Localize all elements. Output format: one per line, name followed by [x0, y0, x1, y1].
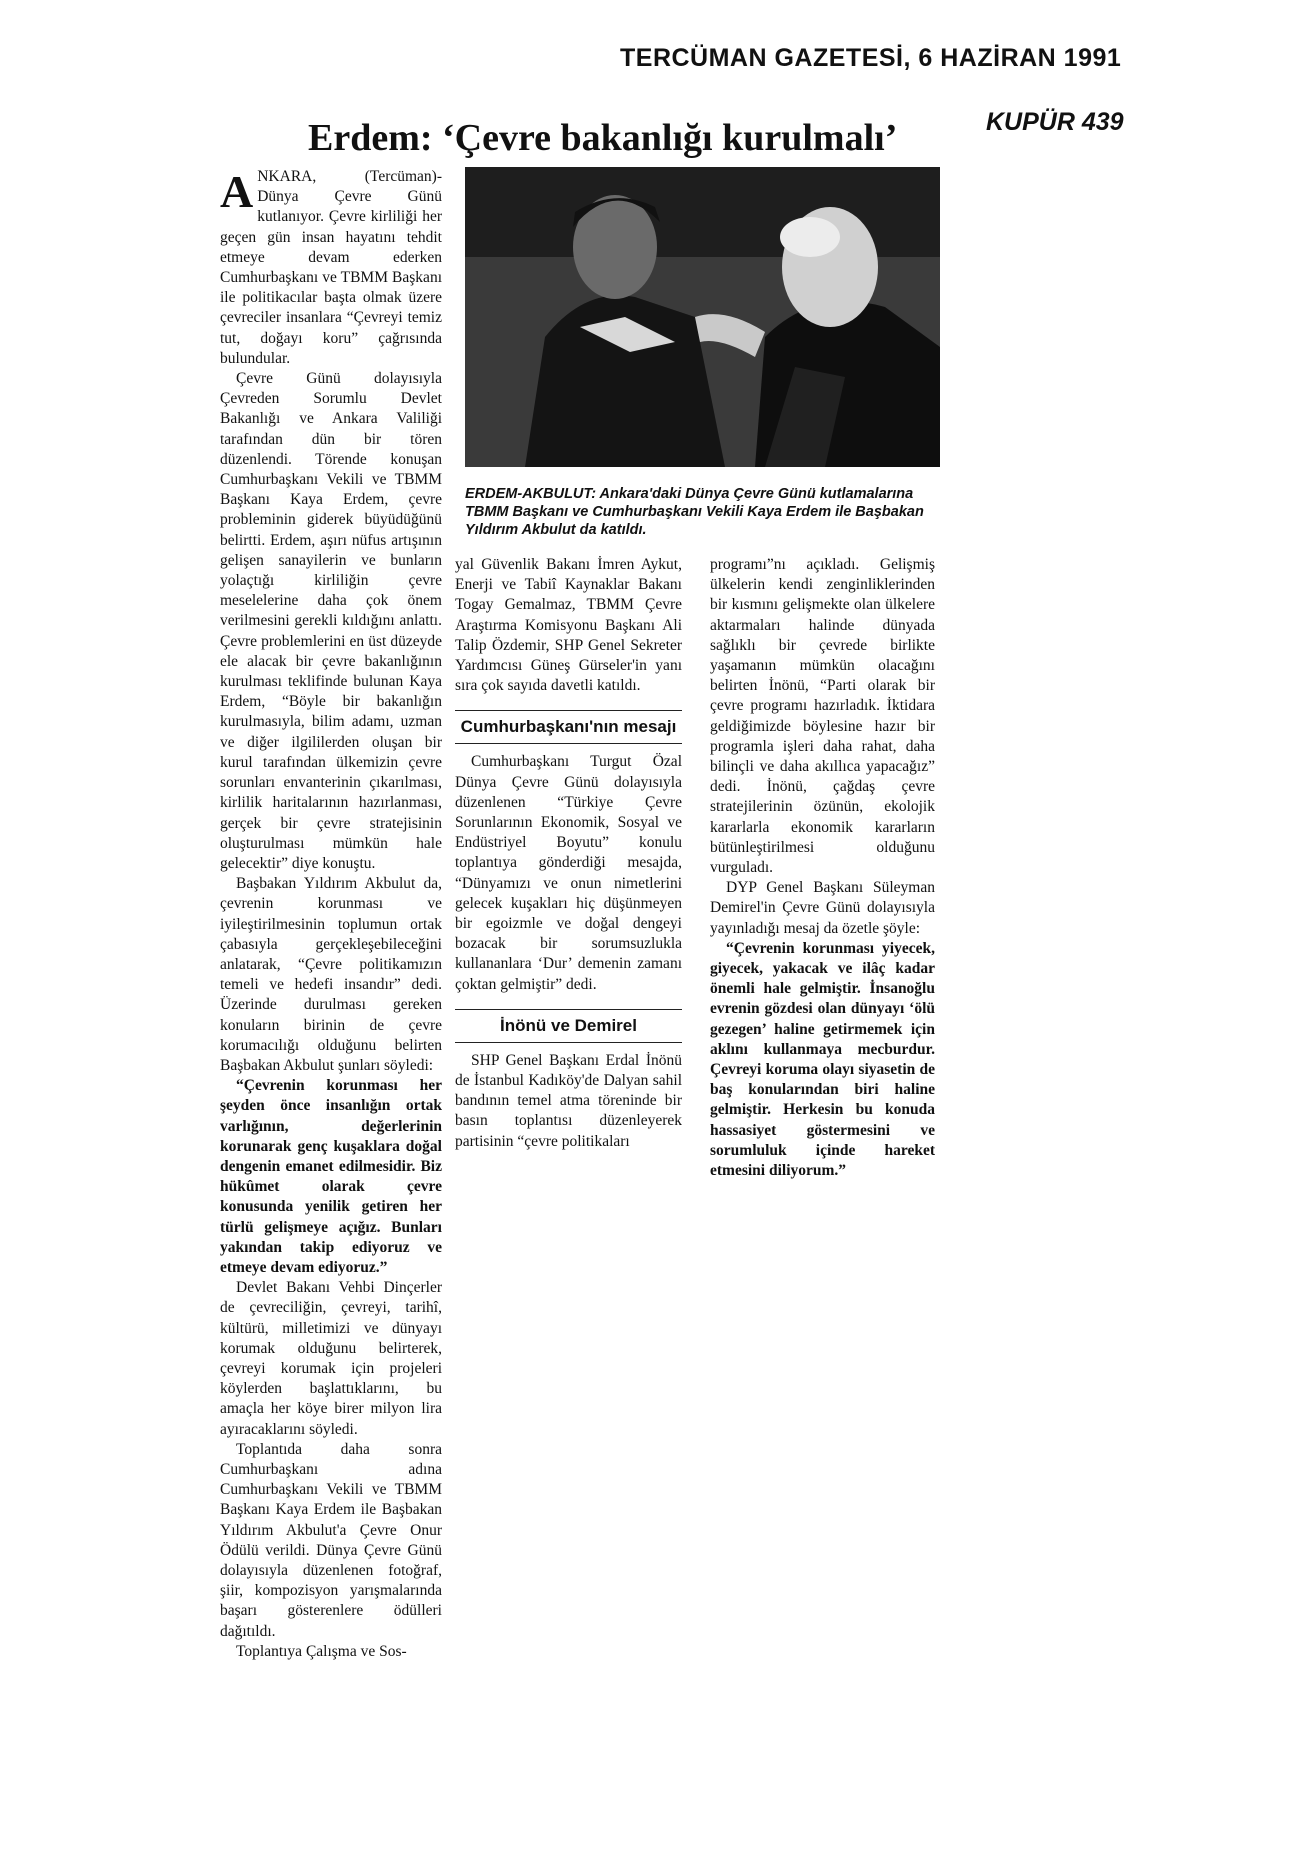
caption-text: Ankara'daki Dünya Çevre Günü kutlamalarına TBMM Başkanı ve Cumhurbaşkanı Vekili Kaya Erdem ile Başbakan Yıldırım Akbulut da katıldı. [465, 486, 924, 538]
newspaper-clipping [200, 115, 950, 1820]
paragraph-text: NKARA, (Tercüman)- Dünya Çevre Günü kutlanıyor. Çevre kirliliği her geçen gün insan hayatını tehdit etmeye devam ederken Cumhurbaşkanı ve TBMM Başkanı ile politikacılar başta olmak üzere çevreciler insanlara “Çevreyi temiz tut, doğayı koru” çağrısında bulundular. [220, 168, 442, 367]
paragraph: yal Güvenlik Bakanı İmren Aykut, Enerji ve Tabiî Kaynaklar Bakanı Togay Gemalmaz, TBMM Çevre Araştırma Komisyonu Başkanı Ali Talip Özdemir, SHP Genel Sekreter Yardımcısı Güneş Gürseler'in yanı sıra çok sayıda davetli katıldı. [455, 556, 682, 695]
news-photo [465, 167, 940, 467]
paragraph [220, 167, 442, 369]
drop-cap: A [220, 166, 254, 217]
photo-caption [465, 485, 940, 539]
paragraph: Devlet Bakanı Vehbi Dinçerler de çevreciliğin, çevreyi, tarihî, kültürü, milletimizi ve dünyayı korumak olduğunu belirterek, çevreyi korumak için projeleri köylerden başlattıklarını, bu amaçla her köye birer milyon lira ayıracaklarını söyledi. [220, 1279, 442, 1438]
column-2 [455, 555, 682, 1152]
paragraph: Cumhurbaşkanı Turgut Özal Dünya Çevre Günü dolayısıyla düzenlenen “Türkiye Çevre Sorunlarının Ekonomik, Sosyal ve Endüstriyel Boyutu” konulu toplantıya gönderdiği mesajda, “Dünyamızı ve onun nimetlerini gelecek kuşakları hiç düşünmeyen bir egoizmle ve doğal dengeyi bozacak bir sorumsuzlukla kullananlara ‘Dur’ demenin zamanı çoktan gelmiştir” dedi. [455, 753, 682, 993]
paragraph: Başbakan Yıldırım Akbulut da, çevrenin korunması ve iyileştirilmesinin toplumun ortak çabasıyla gerçekleşebileceğini anlatarak, “Çevre politikamızın temeli ve hedefi insandır” dedi. Üzerinde durulması gereken konuların birinin de çevre korumacılığı olduğunu belirten Başbakan Akbulut şunları söyledi: [220, 875, 442, 1074]
paragraph: Toplantıya Çalışma ve Sos- [236, 1642, 407, 1660]
paragraph: programı”nı açıkladı. Gelişmiş ülkelerin kendi zenginliklerinden bir kısmını gelişmekte olan ülkelere aktarmaları halinde dünyada sağlıklı bir çevrede birlikte yaşamanın mümkün olacağını belirten İnönü, “Parti olarak bir çevre programı hazırladık. İktidara geldiğimizde böylesine hazır bir programla işleri daha rahat, daha bilinçli ve daha akıllıca yapacağız” dedi. İnönü, çağdaş çevre stratejilerinin özünün, ekolojik kararlarla ekonomik kararların bütünleştirilmesi olduğunu vurguladı. [710, 556, 935, 877]
subhead-inonu-demirel: İnönü ve Demirel [455, 1009, 682, 1043]
paragraph: “Çevrenin korunması yiyecek, giyecek, yakacak ve ilâç kadar önemli hale gelmiştir. İnsanoğlu evrenin gözdesi olan dünyayı ‘ölü gezegen’ haline getirmemek için aklını kullanmaya mecburdur. Çevreyi koruma olayı siyasetin de baş konularından biri haline gelmiştir. Herkesin bu konuda hassasiyet göstermesini ve sorumluluk içinde hareket etmesini diliyorum.” [710, 939, 935, 1180]
subhead-cumhurbaskani: Cumhurbaşkanı'nın mesajı [455, 710, 682, 744]
caption-lead: ERDEM-AKBULUT: [465, 486, 597, 502]
headline: Erdem: ‘Çevre bakanlığı kurulmalı’ [308, 117, 898, 159]
paragraph: DYP Genel Başkanı Süleyman Demirel'in Çevre Günü dolayısıyla yayınladığı mesaj da özetle şöyle: [710, 879, 935, 937]
clipping-number: KUPÜR 439 [986, 108, 1124, 136]
column-3 [710, 555, 935, 1181]
source-header: TERCÜMAN GAZETESİ, 6 HAZİRAN 1991 [620, 44, 1122, 72]
paragraph: Toplantıda daha sonra Cumhurbaşkanı adına Cumhurbaşkanı Vekili ve TBMM Başkanı Kaya Erdem ile Başbakan Yıldırım Akbulut'a Çevre Onur Ödülü verildi. Dünya Çevre Günü dolayısıyla düzenlenen fotoğraf, şiir, kompozisyon yarışmalarında başarı gösterenlere ödülleri dağıtıldı. [220, 1440, 442, 1640]
paragraph: “Çevrenin korunması her şeyden önce insanlığın ortak varlığının, değerlerinin korunarak genç kuşaklara doğal dengenin emanet edilmesidir. Biz hükûmet olarak çevre konusunda yenilik getiren her türlü gelişmeye açığız. Bunları yakından takip ediyoruz ve etmeye devam ediyoruz.” [220, 1077, 442, 1276]
paragraph: SHP Genel Başkanı Erdal İnönü de İstanbul Kadıköy'de Dalyan sahil bandının temel atma töreninde bir basın toplantısı düzenleyerek partisinin “çevre politikaları [455, 1051, 682, 1150]
photo-two-men-icon [465, 167, 940, 467]
column-1 [220, 167, 442, 1662]
paragraph: Çevre Günü dolayısıyla Çevreden Sorumlu Devlet Bakanlığı ve Ankara Valiliği tarafından dün bir tören düzenlendi. Törende konuşan Cumhurbaşkanı Vekili ve TBMM Başkanı Kaya Erdem, çevre probleminin giderek büyüdüğünü belirtti. Erdem, aşırı nüfus artışının gelişen sanayilerin ve bunların yolaçtığı kirliliğin çevre meselelerine daha çok önem verilmesini gerekli kıldığını anlattı. Çevre problemlerini en üst düzeyde ele alacak bir çevre bakanlığının kurulması teklifinde bulunan Kaya Erdem, “Böyle bir bakanlığın kurulmasıyla, bilim adamı, uzman ve diğer ilgililerden oluşan bir kurul tarafından ülkemizin çevre sorunları envanterinin çıkarılması, kirlilik haritalarının hazırlanması, gerçek bir çevre stratejisinin oluşturulması mümkün hale gelecektir” diye konuştu. [220, 370, 442, 872]
